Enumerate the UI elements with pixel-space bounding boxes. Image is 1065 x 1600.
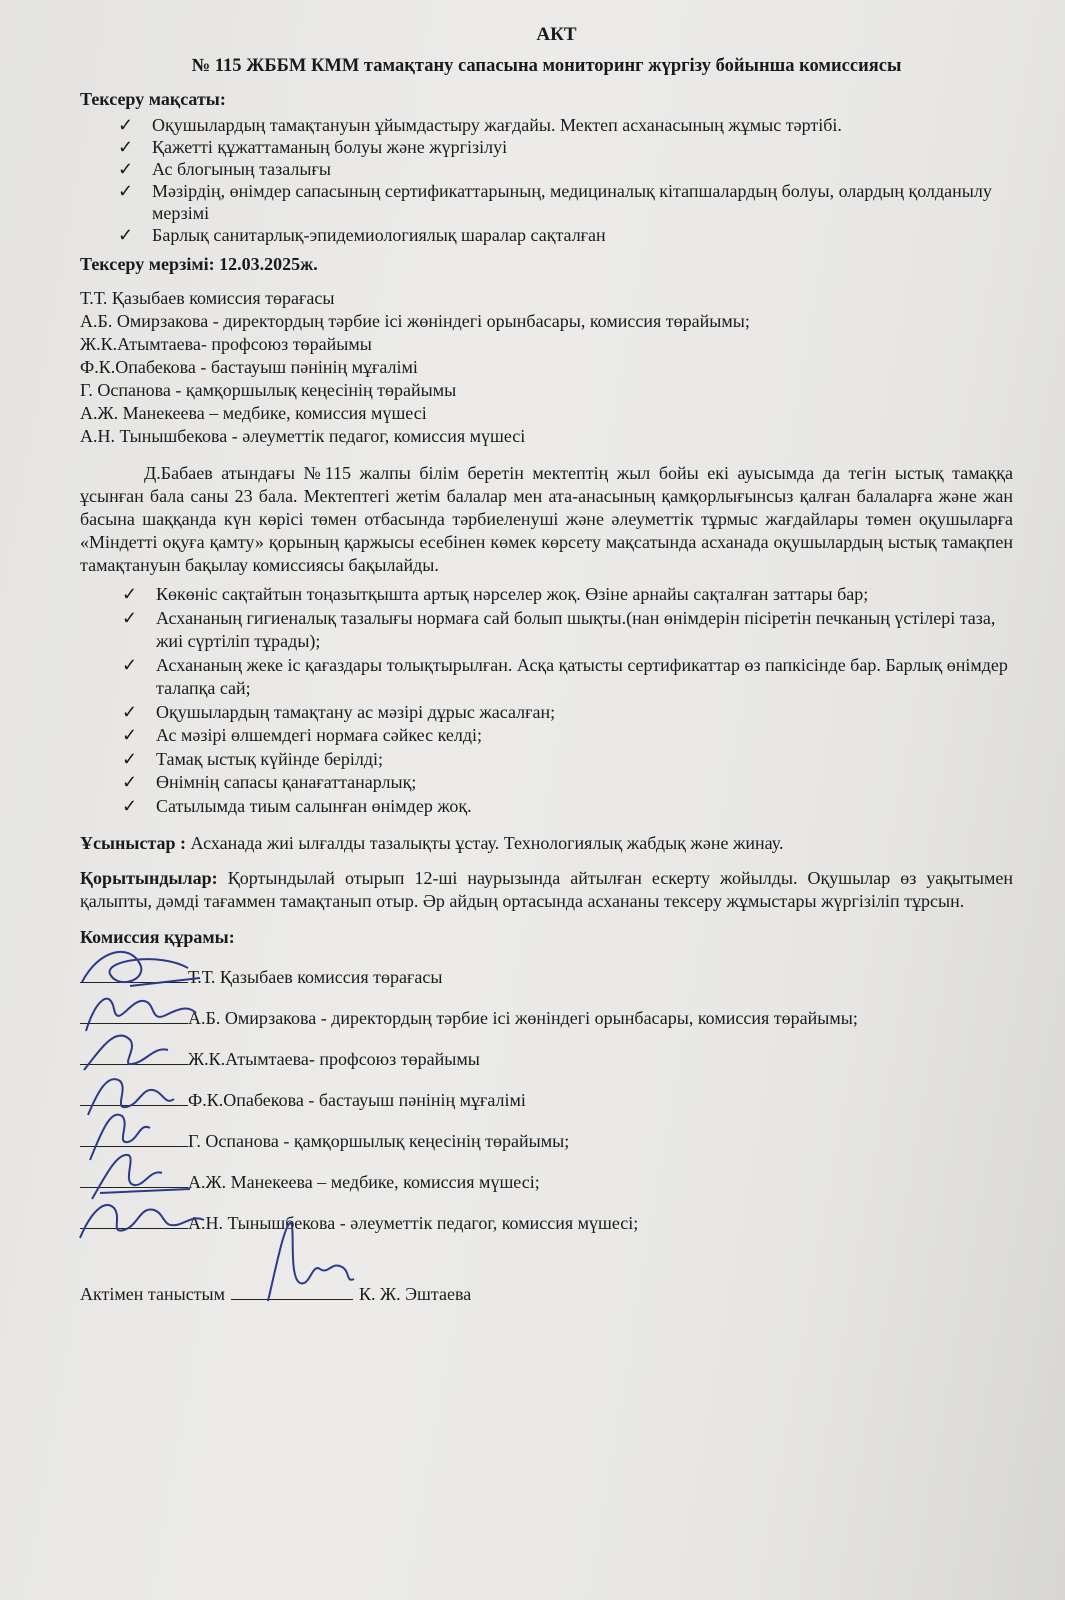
signature-line [231,1275,353,1300]
list-item: ✓ Тамақ ыстық күйінде берілді; [122,748,1013,772]
signature-row [80,1118,1013,1159]
findings-list [80,583,1013,818]
list-item: ✓ Қажетті құжаттаманың болуы және жүргізілуі [118,137,508,157]
signatory-name: А.Ж. Манекеева – медбике, комиссия мүшесі; [188,1172,540,1192]
member-line: А.Б. Омирзакова - директордың тәрбие ісі жөніндегі орынбасары, комиссия төрайымы; [80,311,750,331]
conclusions-text: Қортындылай отырып 12-ші наурызында айтылған ескерту жойылды. Оқушылар өз уақытымен қалыпты, дәмді тағаммен тамақтанып отыр. Әр айдың ортасында асхананы тексеру жұмыстары жүргізіліп тұрсын. [80,868,1014,911]
signature-line [80,1118,188,1147]
checkmark-icon: ✓ [122,725,138,745]
member-line: Т.Т. Қазыбаев комиссия төрағасы [80,288,335,308]
list-item: ✓ Ас мәзірі өлшемдегі нормаға сәйкес келді; [122,724,1013,748]
signatory-name: Т.Т. Қазыбаев комиссия төрағасы [188,967,443,987]
checkmark-icon: ✓ [122,772,138,792]
member-line: Ж.К.Атымтаева- профсоюз төрайымы [80,334,372,354]
signature-line [80,995,188,1024]
checkmark-icon: ✓ [118,225,134,245]
signature-line [80,1159,188,1188]
document-subtitle: № 115 ЖББМ КММ тамақтану сапасына мониторинг жүргізу бойынша комиссиясы [191,56,902,76]
signature-row [80,954,1013,995]
recommendations [80,832,1013,855]
checkmark-icon: ✓ [122,654,138,675]
signature-row [80,995,1013,1036]
document-title: АКТ [536,24,577,45]
signature-line [80,1077,188,1106]
signature-row [80,1200,1013,1241]
checkmark-icon: ✓ [118,137,134,157]
checkmark-icon: ✓ [118,181,134,201]
checkmark-icon: ✓ [122,584,138,604]
member-line: Г. Оспанова - қамқоршылық кеңесінің төрайымы [80,380,457,400]
checkmark-icon: ✓ [122,795,138,816]
signature-line [80,1036,188,1065]
purpose-list [80,114,1013,246]
list-item: ✓ Оқушылардың тамақтануын ұйымдастыру жағдайы. Мектеп асханасының жұмыс тәртібі. [118,115,842,135]
conclusions [80,867,1013,913]
body-paragraph: Д.Бабаев атындағы №115 жалпы білім беретін мектептің жыл бойы екі ауысымда да тегін ыстық тамаққа ұсынған бала саны 23 бала. Мектептегі жетім балалар мен ата-анасының қамқорлығынсыз қалған балаларға және жан басына шаққанда күн көрісі төмен отбасында тәрбиеленуші және әлеуметтік тұрмыс жағдайлары төмен оқушыларға «Міндетті оқуға қамту» қорының қаржысы есебінен көмек көрсету мақсатында асханада оқушылардың ыстық тамақпен тамақтануын бақылау комиссиясы бақылайды. [80,463,1013,575]
inspection-date: Тексеру мерзімі: 12.03.2025ж. [80,254,318,274]
checkmark-icon: ✓ [118,115,134,135]
list-item: ✓ Оқушылардың тамақтану ас мәзірі дұрыс жасалған; [122,701,1013,725]
list-item: ✓ Асхананың жеке іс қағаздары толықтырылған. Асқа қатысты сертификаттар өз папкісінде бар. Барлық өнімдер талапқа сай; [122,654,1008,698]
list-item: ✓ Сатылымда тиым салынған өнімдер жоқ. [122,795,1013,819]
list-item: ✓ Өнімнің сапасы қанағаттанарлық; [122,771,1013,795]
acknowledgement-label: Актімен таныстым [80,1284,226,1304]
list-item: ✓ Барлық санитарлық-эпидемиологиялық шаралар сақталған [118,225,606,245]
signature-row [80,1036,1013,1077]
member-line: А.Ж. Манекеева – медбике, комиссия мүшесі [80,403,427,423]
list-item: ✓ Көкөніс сақтайтын тоңазытқышта артық нәрселер жоқ. Өзіне арнайы сақталған заттары бар; [122,583,1013,607]
recommendations-text: Асханада жиі ылғалды тазалықты ұстау. Технологиялық жабдық және жинау. [190,833,784,853]
acknowledgement-row [80,1275,1013,1305]
conclusions-label: Қорытындылар: [80,868,218,888]
purpose-label: Тексеру мақсаты: [80,89,226,109]
checkmark-icon: ✓ [122,748,138,769]
signature-block [80,954,1013,1241]
checkmark-icon: ✓ [122,607,138,628]
acknowledgement-name: К. Ж. Эштаева [359,1284,472,1304]
commission-label: Комиссия құрамы: [80,927,235,947]
members-list [80,287,1013,448]
signatory-name: Г. Оспанова - қамқоршылық кеңесінің төрайымы; [188,1131,570,1151]
signatory-name: А.Б. Омирзакова - директордың тәрбие ісі жөніндегі орынбасары, комиссия төрайымы; [188,1008,858,1028]
signature-line [80,1200,188,1229]
signatory-name: Ж.К.Атымтаева- профсоюз төрайымы [188,1049,480,1069]
signature-row [80,1159,1013,1200]
list-item: ✓ Асхананың гигиеналық тазалығы нормаға сай болып шықты.(нан өнімдерін пісіретін печканың үстілері таза, жиі сүртіліп тұрады); [122,607,996,651]
signatory-name: А.Н. Тынышбекова - әлеуметтік педагог, комиссия мүшесі; [188,1213,639,1233]
checkmark-icon: ✓ [122,701,138,722]
list-item: ✓ Ас блогының тазалығы [118,159,331,179]
signature-row [80,1077,1013,1118]
signatory-name: Ф.К.Опабекова - бастауыш пәнінің мұғалімі [188,1090,526,1110]
checkmark-icon: ✓ [118,159,134,179]
signature-line [80,954,188,983]
recommendations-label: Ұсыныстар : [80,833,187,853]
list-item: ✓ Мәзірдің, өнімдер сапасының сертификаттарының, медициналық кітапшалардың болуы, олардың қолданылу мерзімі [118,181,992,223]
member-line: А.Н. Тынышбекова - әлеуметтік педагог, комиссия мүшесі [80,426,526,446]
member-line: Ф.К.Опабекова - бастауыш пәнінің мұғалімі [80,357,418,377]
